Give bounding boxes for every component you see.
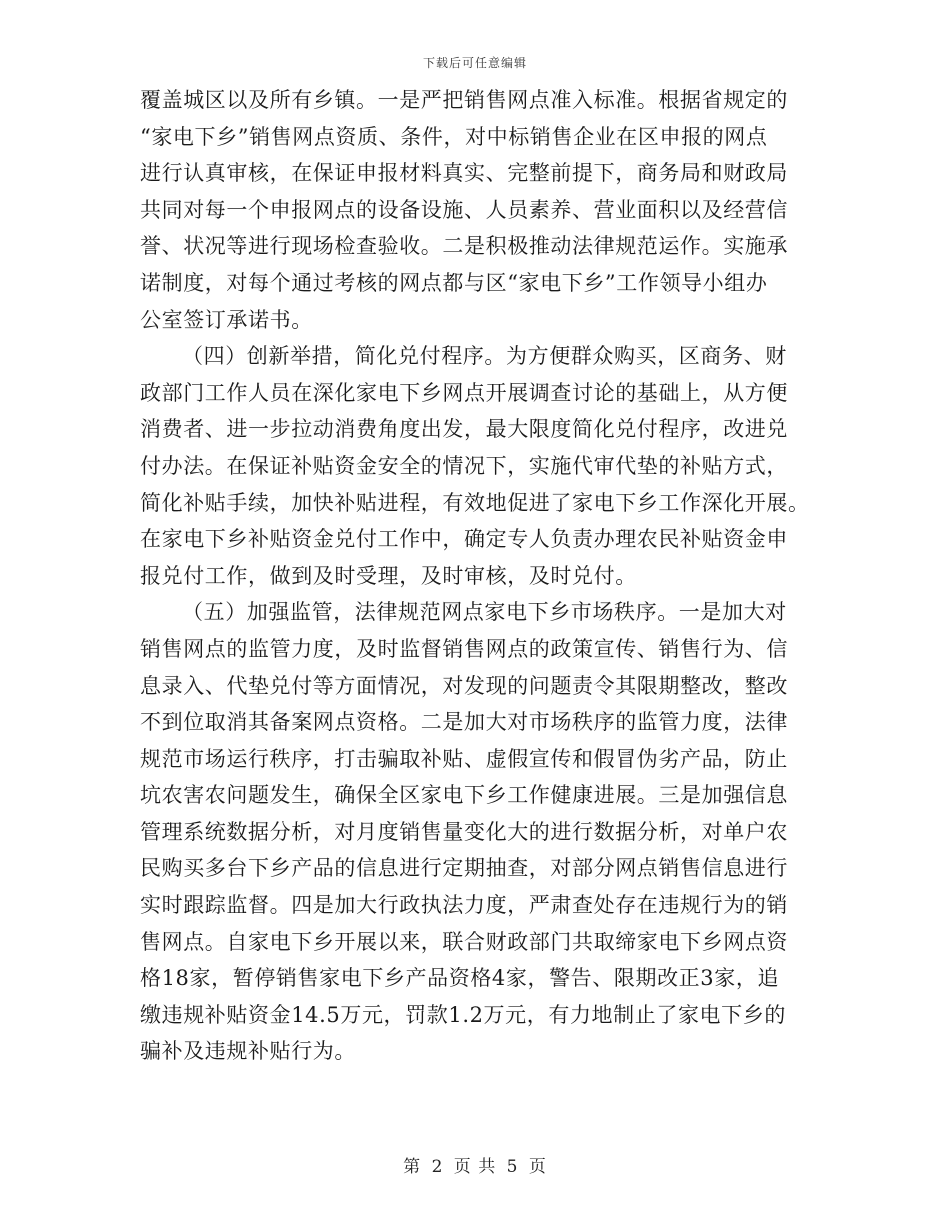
text-line: 息录入、代垫兑付等方面情况，对发现的问题责令其限期整改，整改 (140, 673, 788, 698)
text-line: 共同对每一个申报网点的设备设施、人员素养、营业面积以及经营信 (140, 197, 788, 222)
paragraph-3 (140, 594, 820, 1070)
text-line: （五）加强监管，法律规范网点家电下乡市场秩序。一是加大对 (182, 600, 787, 625)
text-line: 诺制度，对每个通过考核的网点都与区“家电下乡”工作领导小组办 (140, 270, 768, 295)
text-line: 进行认真审核，在保证申报材料真实、完整前提下，商务局和财政局 (140, 161, 788, 186)
text-line: 不到位取消其备案网点资格。二是加大对市场秩序的监管力度，法律 (140, 710, 788, 735)
text-line: 简化补贴手续，加快补贴进程，有效地促进了家电下乡工作深化开展。 (140, 490, 810, 515)
footer-suffix: 页 (528, 1157, 547, 1177)
text-line: 管理系统数据分析，对月度销售量变化大的进行数据分析，对单户农 (140, 819, 788, 844)
text-line: 公室签订承诺书。 (140, 307, 313, 332)
page-total: 5 (506, 1157, 519, 1177)
text-line: 坑农害农问题发生，确保全区家电下乡工作健康进展。三是加强信息 (140, 783, 788, 808)
text-line: 规范市场运行秩序，打击骗取补贴、虚假宣传和假冒伪劣产品，防止 (140, 746, 788, 771)
text-line: 誉、状况等进行现场检查验收。二是积极推动法律规范运作。实施承 (140, 234, 788, 259)
text-line: 实时跟踪监督。四是加大行政执法力度，严肃查处存在违规行为的销 (140, 893, 788, 918)
text-line: 销售网点的监管力度，及时监督销售网点的政策宣传、销售行为、信 (140, 636, 788, 661)
paragraph-2 (140, 338, 820, 594)
text-line: （四）创新举措，简化兑付程序。为方便群众购买，区商务、财 (182, 344, 787, 369)
page-header: 下载后可任意编辑 (422, 56, 527, 70)
text-line: 在家电下乡补贴资金兑付工作中，确定专人负责办理农民补贴资金申 (140, 527, 788, 552)
footer-middle: 页 共 (453, 1157, 497, 1177)
text-line: 格18家，暂停销售家电下乡产品资格4家，警告、限期改正3家，追 (140, 966, 780, 991)
text-line: 报兑付工作，做到及时受理，及时审核，及时兑付。 (140, 563, 637, 588)
text-line: 售网点。自家电下乡开展以来，联合财政部门共取缔家电下乡网点资 (140, 929, 788, 954)
text-line: “家电下乡”销售网点资质、条件，对中标销售企业在区申报的网点 (140, 124, 768, 149)
text-line: 骗补及违规补贴行为。 (140, 1039, 356, 1064)
text-line: 政部门工作人员在深化家电下乡网点开展调查讨论的基础上，从方便 (140, 380, 788, 405)
footer-prefix: 第 (403, 1157, 422, 1177)
text-line: 民购买多台下乡产品的信息进行定期抽查，对部分网点销售信息进行 (140, 856, 788, 881)
page-number: 2 (431, 1157, 444, 1177)
paragraph-1 (140, 82, 820, 338)
text-line: 缴违规补贴资金14.5万元，罚款1.2万元，有力地制止了家电下乡的 (140, 1002, 786, 1027)
document-body (140, 82, 820, 1070)
text-line: 覆盖城区以及所有乡镇。一是严把销售网点准入标准。根据省规定的 (140, 88, 788, 112)
page-footer (0, 1152, 950, 1177)
text-line: 付办法。在保证补贴资金安全的情况下，实施代审代垫的补贴方式， (140, 453, 788, 478)
text-line: 消费者、进一步拉动消费角度出发，最大限度简化兑付程序，改进兑 (140, 417, 788, 442)
